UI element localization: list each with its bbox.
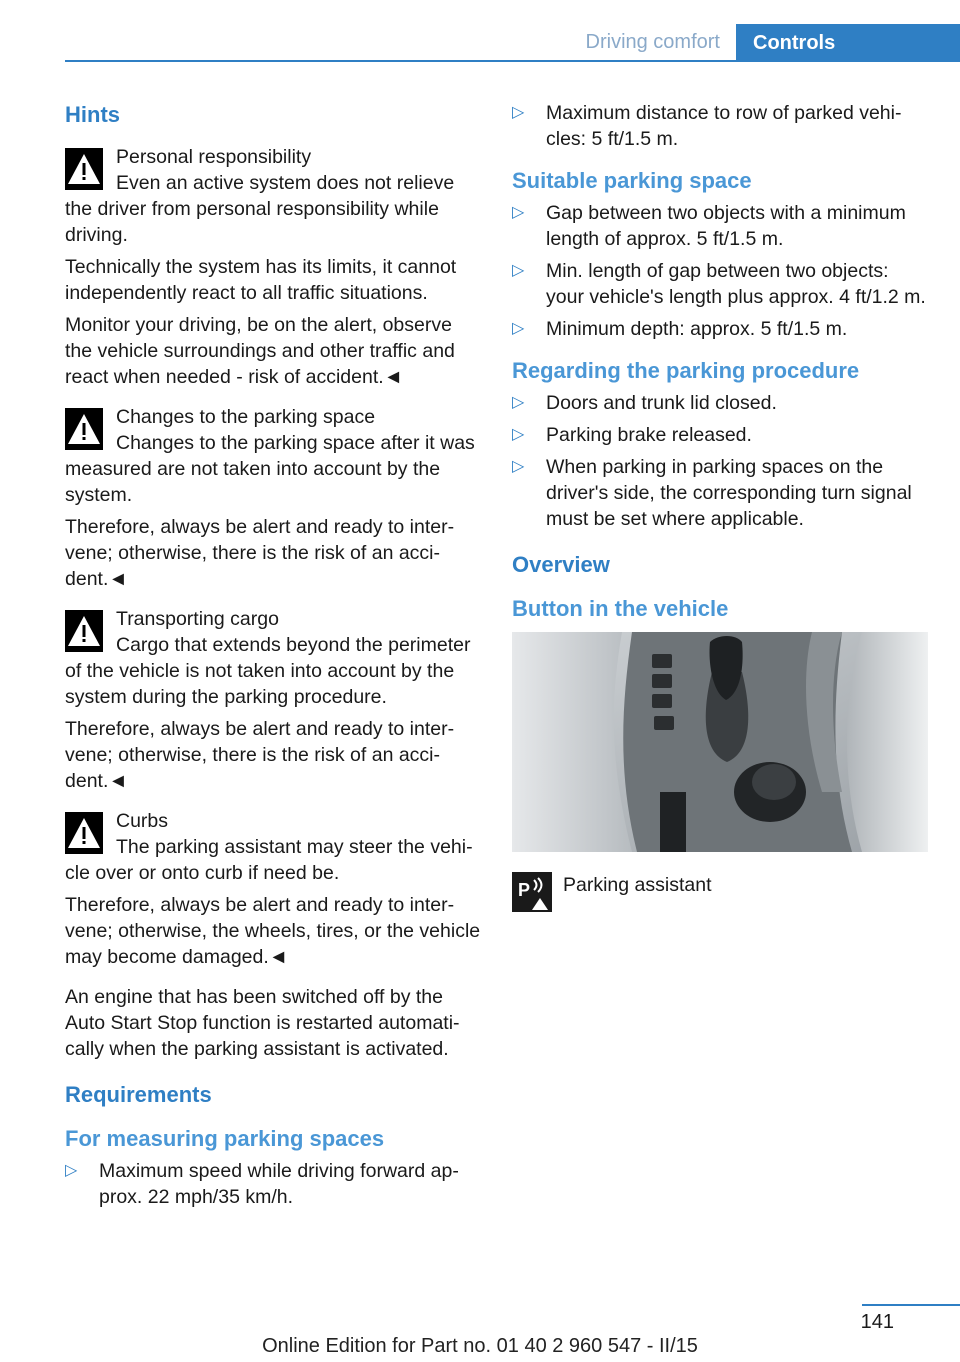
warning-triangle-icon [65, 812, 103, 854]
page-header [65, 24, 960, 62]
button-heading: Button in the vehicle [512, 596, 729, 621]
page-number-rule [862, 1304, 960, 1306]
warning-text: Monitor your driving, be on the alert, observe the vehicle surroundings and other traffic and react when needed - risk of accident.◄ [65, 314, 455, 388]
parking-assistant-button-row [512, 872, 928, 914]
svg-text:P: P [518, 880, 531, 900]
measuring-list [65, 1158, 481, 1210]
warning-transporting-cargo [65, 606, 481, 794]
triangle-bullet-icon: ▷ [512, 320, 525, 337]
triangle-bullet-icon: ▷ [512, 104, 525, 121]
section-label: Driving comfort [585, 31, 720, 53]
page-number: 141 [860, 1311, 894, 1333]
warning-title: Curbs [116, 810, 169, 832]
warning-text: Even an active system does not relieve the driver from personal responsibility while driving. [65, 172, 455, 246]
warning-text: Cargo that extends beyond the perimeter of the vehicle is not taken into account by the system during the parking procedure. [65, 634, 471, 708]
warning-text: Technically the system has its limits, it cannot independently react to all traffic situations. [65, 256, 457, 304]
warning-triangle-icon [65, 408, 103, 450]
warning-curbs [65, 808, 481, 970]
list-item: ▷ Maximum speed while driving forward approx. 22 mph/35 km/h. [65, 1160, 459, 1208]
warning-text: The parking assistant may steer the vehicle over or onto curb if need be. [65, 836, 473, 884]
triangle-bullet-icon: ▷ [512, 426, 525, 443]
suitable-space-heading: Suitable parking space [512, 168, 752, 193]
triangle-bullet-icon: ▷ [512, 458, 525, 475]
warning-title: Changes to the parking space [116, 406, 376, 428]
triangle-bullet-icon: ▷ [512, 204, 525, 221]
header-rule [65, 60, 960, 62]
warning-text: Therefore, always be alert and ready to intervene; otherwise, there is the risk of an accident.◄ [65, 516, 455, 590]
engine-note: An engine that has been switched off by the Auto Start Stop function is restarted automatically when the parking assistant is activated. [65, 986, 460, 1060]
list-item: ▷ Gap between two objects with a minimum length of approx. 5 ft/1.5 m. [512, 202, 906, 250]
parking-assistant-label: Parking assistant [563, 874, 712, 896]
hints-heading: Hints [65, 102, 120, 127]
warning-triangle-icon [65, 610, 103, 652]
warning-text: Therefore, always be alert and ready to intervene; otherwise, the wheels, tires, or the vehicle may become damaged.◄ [65, 894, 481, 968]
chapter-tab: Controls [736, 24, 960, 62]
measuring-heading: For measuring parking spaces [65, 1126, 385, 1151]
triangle-bullet-icon: ▷ [512, 394, 525, 411]
suitable-space-list [512, 200, 928, 342]
list-item: ▷ Parking brake released. [512, 424, 752, 446]
requirements-heading: Requirements [65, 1082, 212, 1107]
right-column [512, 100, 928, 914]
list-item: ▷ Maximum distance to row of parked vehicles: 5 ft/1.5 m. [512, 102, 902, 150]
parking-assistant-icon [512, 872, 552, 912]
list-item: ▷ Min. length of gap between two objects: your vehicle's length plus approx. 4 ft/1.2 m. [512, 260, 926, 308]
warning-triangle-icon [65, 148, 103, 190]
warning-parking-space-changes [65, 404, 481, 592]
center-console-photo [512, 632, 928, 852]
triangle-bullet-icon: ▷ [65, 1162, 78, 1179]
edition-footer: Online Edition for Part no. 01 40 2 960 547 - II/15 [262, 1335, 698, 1357]
left-column [65, 100, 481, 1216]
triangle-bullet-icon: ▷ [512, 262, 525, 279]
list-item: ▷ When parking in parking spaces on the driver's side, the corresponding turn signal must be set where applicable. [512, 456, 912, 530]
warning-text: Changes to the parking space after it was measured are not taken into account by the system. [65, 432, 475, 506]
list-item: ▷ Minimum depth: approx. 5 ft/1.5 m. [512, 318, 848, 340]
procedure-heading: Regarding the parking procedure [512, 358, 860, 383]
list-item: ▷ Doors and trunk lid closed. [512, 392, 777, 414]
warning-title: Transporting cargo [116, 608, 279, 630]
procedure-list [512, 390, 928, 532]
measuring-list-continued [512, 100, 928, 152]
warning-text: Therefore, always be alert and ready to intervene; otherwise, there is the risk of an accident.◄ [65, 718, 455, 792]
overview-heading: Overview [512, 552, 610, 577]
warning-title: Personal responsibility [116, 146, 312, 168]
warning-personal-responsibility [65, 144, 481, 390]
